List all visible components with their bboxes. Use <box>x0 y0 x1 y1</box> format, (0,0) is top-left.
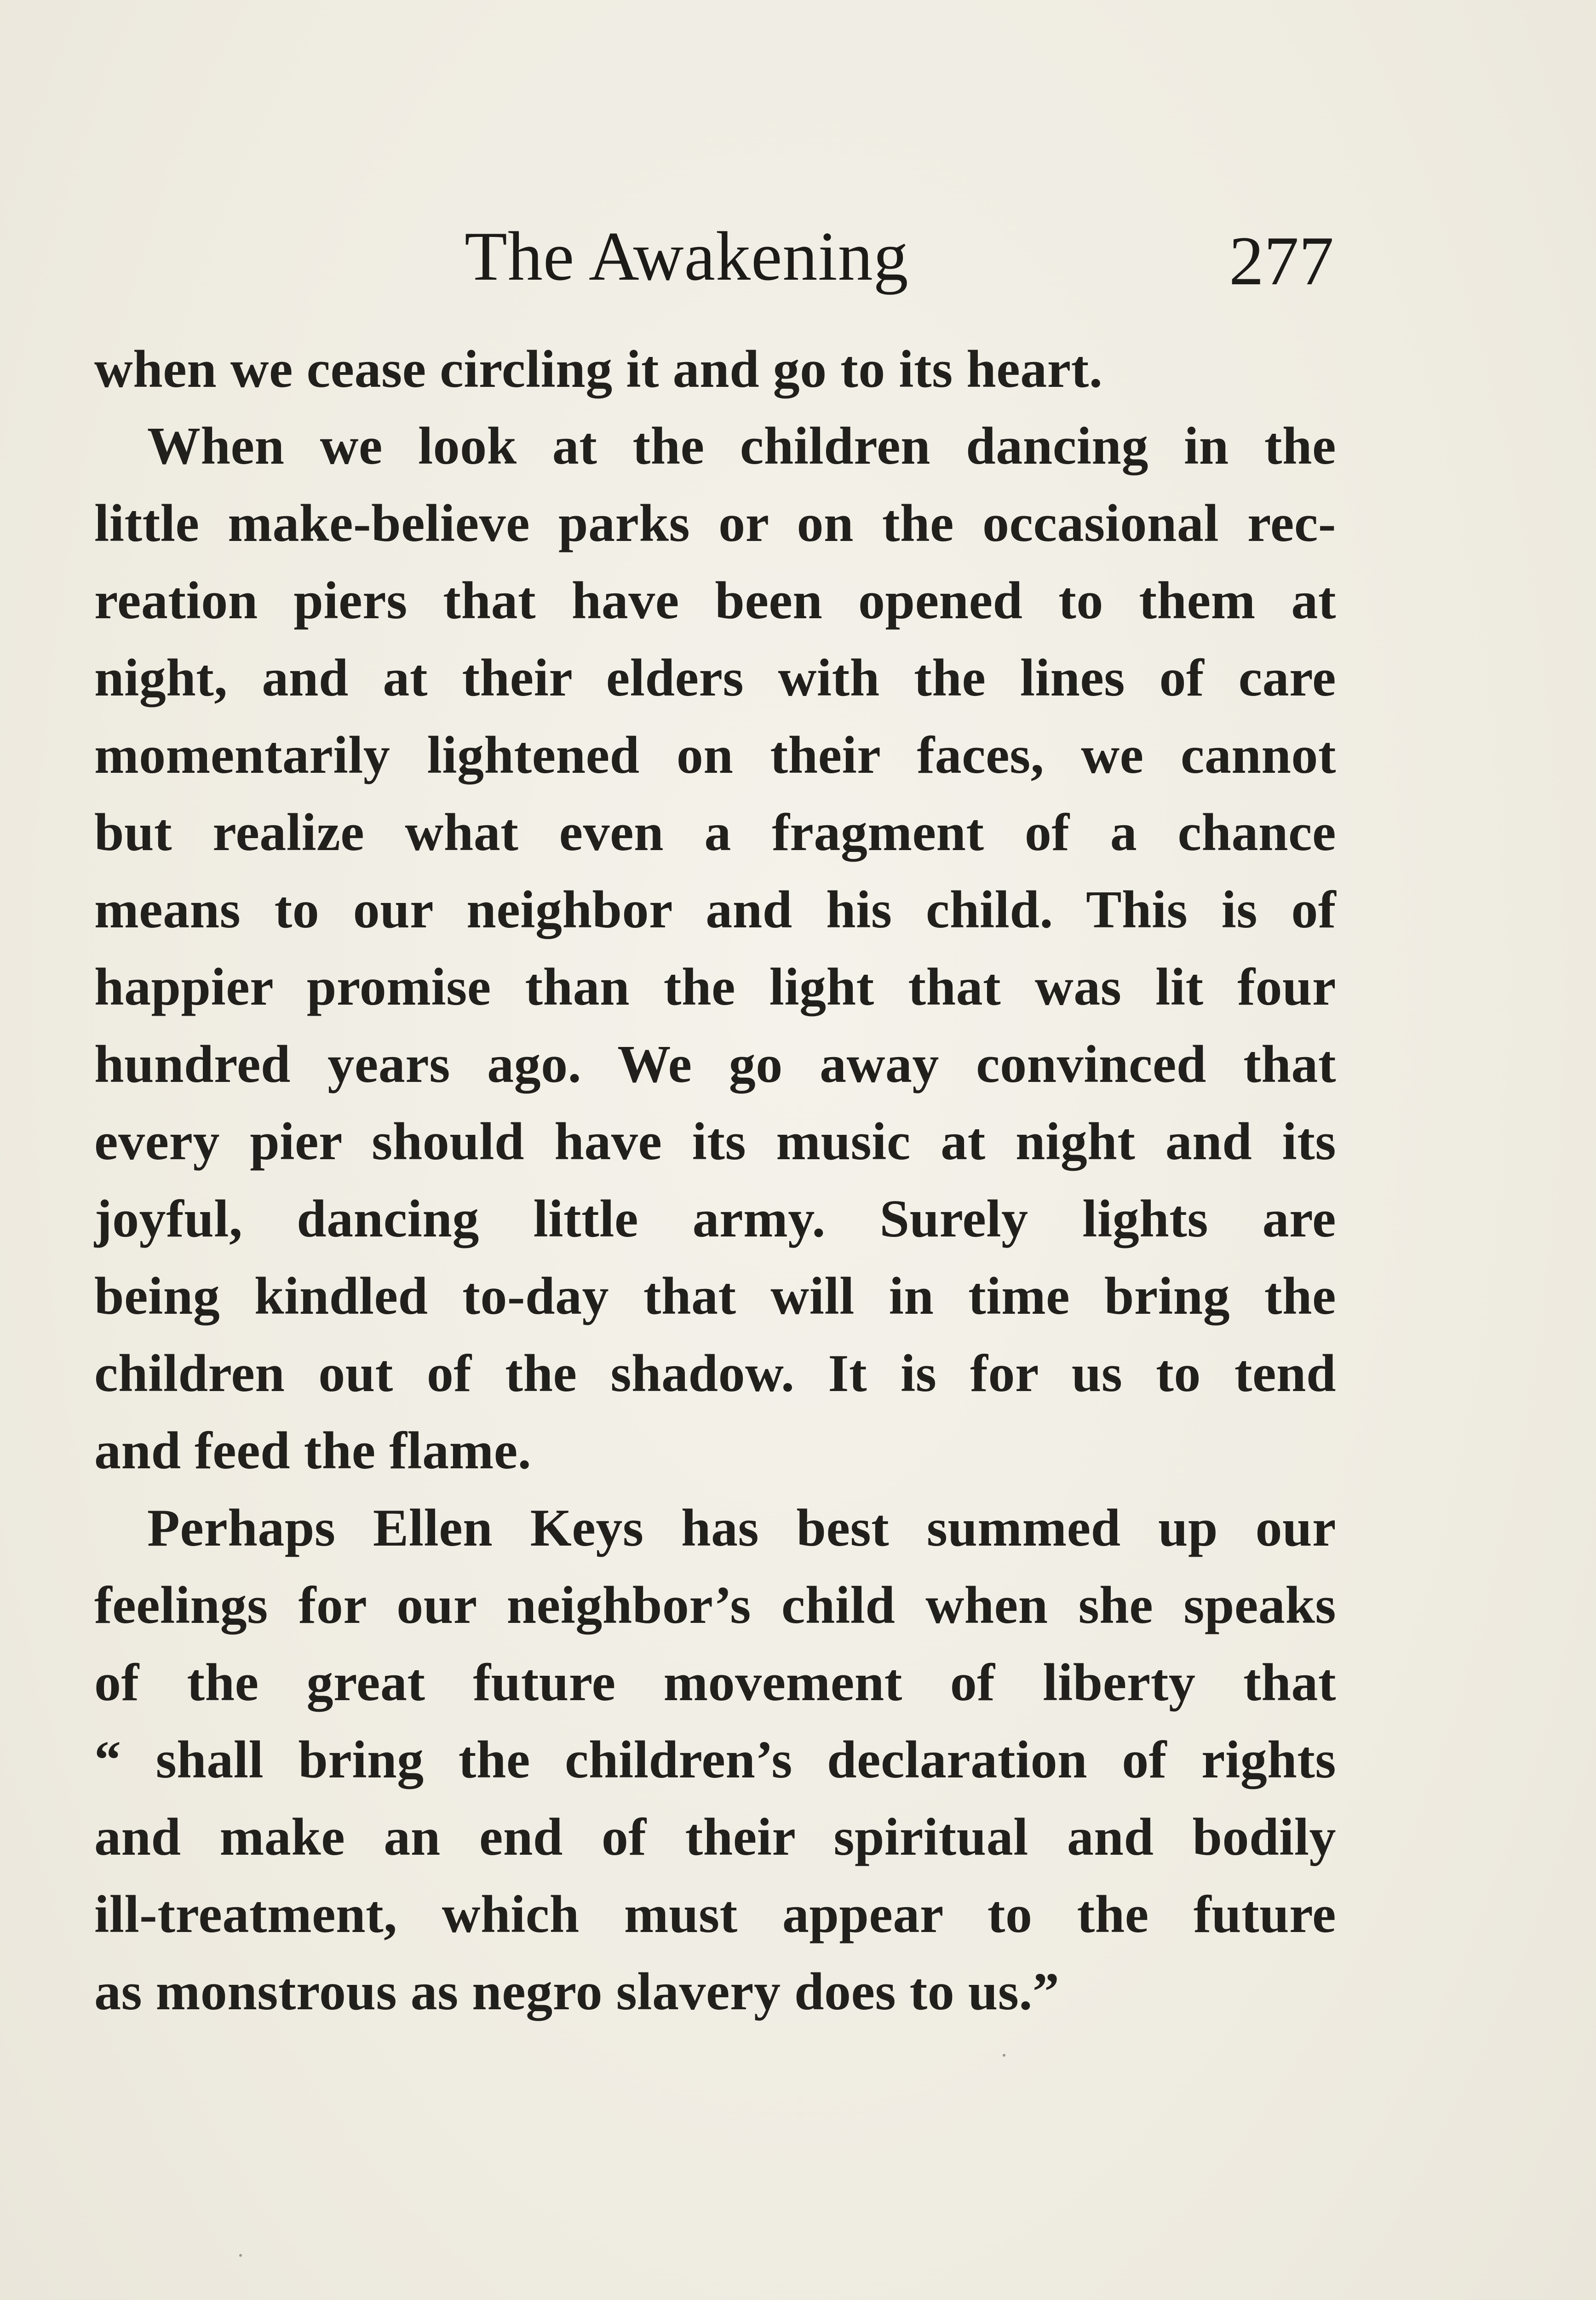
text-line: when we cease circling it and go to its heart. <box>94 340 1103 399</box>
text-line: but realize what even a fragment of a chance <box>94 803 1336 862</box>
text-line: Perhaps Ellen Keys has best summed up our <box>147 1499 1336 1558</box>
text-line: children out of the shadow. It is for us to tend <box>94 1344 1336 1403</box>
text-line: joyful, dancing little army. Surely lights are <box>94 1190 1336 1248</box>
text-line: reation piers that have been opened to them at <box>94 571 1336 630</box>
text-line: means to our neighbor and his child. This is of <box>94 880 1336 939</box>
text-line: and feed the flame. <box>94 1421 532 1480</box>
text-line: as monstrous as negro slavery does to us.” <box>94 1962 1060 2021</box>
paper-speck <box>1003 2054 1005 2057</box>
text-line: ill-treatment, which must appear to the future <box>94 1885 1336 1944</box>
text-line: of the great future movement of liberty that <box>94 1653 1336 1712</box>
text-line: night, and at their elders with the lines of care <box>94 649 1336 707</box>
text-line: little make-believe parks or on the occasional rec- <box>94 494 1336 553</box>
text-line: When we look at the children dancing in the <box>147 417 1336 476</box>
text-line: feelings for our neighbor’s child when she speaks <box>94 1576 1336 1635</box>
paper-speck <box>239 2254 242 2257</box>
page-number: 277 <box>1229 222 1334 299</box>
text-line: momentarily lightened on their faces, we cannot <box>94 726 1336 785</box>
text-line: hundred years ago. We go away convinced that <box>94 1035 1336 1094</box>
text-line: being kindled to-day that will in time bring the <box>94 1267 1336 1326</box>
text-line: “ shall bring the children’s declaration of rights <box>94 1731 1336 1789</box>
text-line: happier promise than the light that was lit four <box>94 958 1336 1017</box>
running-title: The Awakening <box>465 218 909 295</box>
running-head <box>92 216 1334 308</box>
text-line: every pier should have its music at night and its <box>94 1112 1336 1171</box>
text-line: and make an end of their spiritual and bodily <box>94 1808 1336 1867</box>
